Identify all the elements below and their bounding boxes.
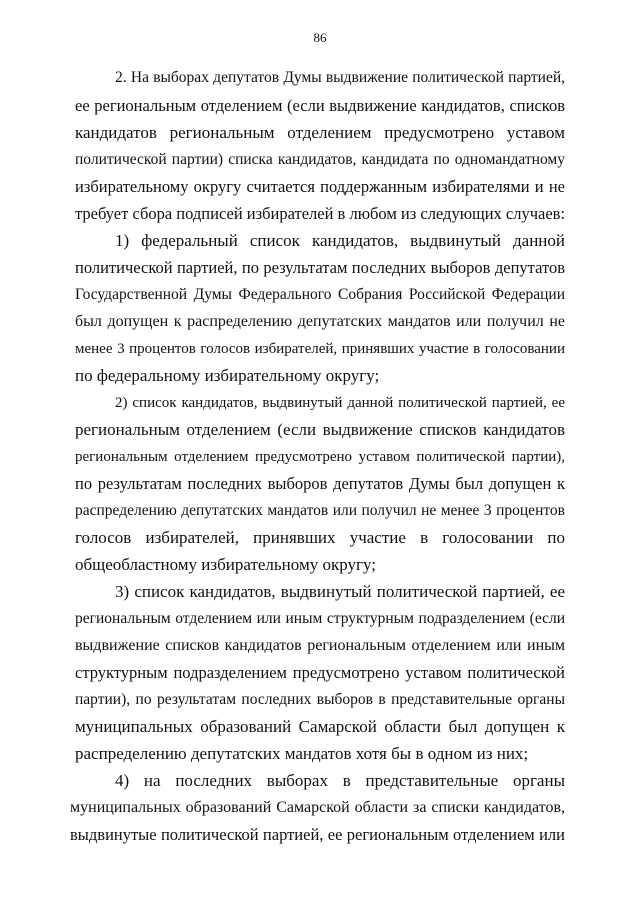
- text-line: кандидатов региональным отделением предусмотрено уставом: [75, 123, 565, 142]
- text-line: менее 3 процентов голосов избирателей, принявших участие в голосовании: [75, 341, 565, 357]
- text-line: 2) список кандидатов, выдвинутый данной политической партией, ее: [115, 395, 565, 411]
- text-line: 1) федеральный список кандидатов, выдвинутый данной: [115, 231, 565, 250]
- text-line: партии), по результатам последних выборов в представительные органы: [75, 691, 565, 708]
- text-line: политической партии) списка кандидатов, кандидата по одномандатному: [75, 151, 565, 168]
- text-line: требует сбора подписей избирателей в любом из следующих случаев:: [75, 204, 566, 223]
- text-line: 4) на последних выборах в представительные органы: [115, 771, 565, 790]
- page-number: 86: [313, 30, 327, 45]
- text-line: 3) список кандидатов, выдвинутый политической партией, ее: [115, 582, 565, 601]
- text-line: Государственной Думы Федерального Собрания Российской Федерации: [75, 286, 565, 303]
- text-line: политической партией, по результатам последних выборов депутатов: [75, 258, 565, 277]
- text-line: муниципальных образований Самарской области был допущен к: [75, 717, 565, 736]
- text-line: голосов избирателей, принявших участие в голосовании по: [75, 528, 565, 547]
- text-line: общеобластному избирательному округу;: [75, 555, 376, 574]
- text-line: региональным отделением (если выдвижение списков кандидатов: [75, 420, 565, 439]
- text-line: 2. На выборах депутатов Думы выдвижение политической партией,: [115, 69, 565, 86]
- text-line: выдвинутые политической партией, ее региональным отделением или: [70, 825, 565, 844]
- text-line: избирательному округу считается поддержанным избирателями и не: [75, 177, 565, 196]
- text-line: был допущен к распределению депутатских мандатов или получил не: [75, 313, 565, 330]
- text-line: муниципальных образований Самарской области за списки кандидатов,: [70, 799, 565, 816]
- text-line: распределению депутатских мандатов хотя бы в одном из них;: [75, 744, 529, 763]
- text-line: региональным отделением или иным структурным подразделением (если: [75, 610, 565, 627]
- text-line: выдвижение списков кандидатов региональным отделением или иным: [75, 637, 565, 654]
- text-line: структурным подразделением предусмотрено уставом политической: [75, 663, 565, 682]
- text-line: распределению депутатских мандатов или получил не менее 3 процентов: [75, 502, 565, 519]
- text-line: по результатам последних выборов депутатов Думы был допущен к: [75, 474, 565, 493]
- text-line: ее региональным отделением (если выдвижение кандидатов, списков: [75, 96, 565, 115]
- text-line: региональным отделением предусмотрено уставом политической партии),: [75, 449, 565, 465]
- text-line: по федеральному избирательному округу;: [75, 366, 380, 385]
